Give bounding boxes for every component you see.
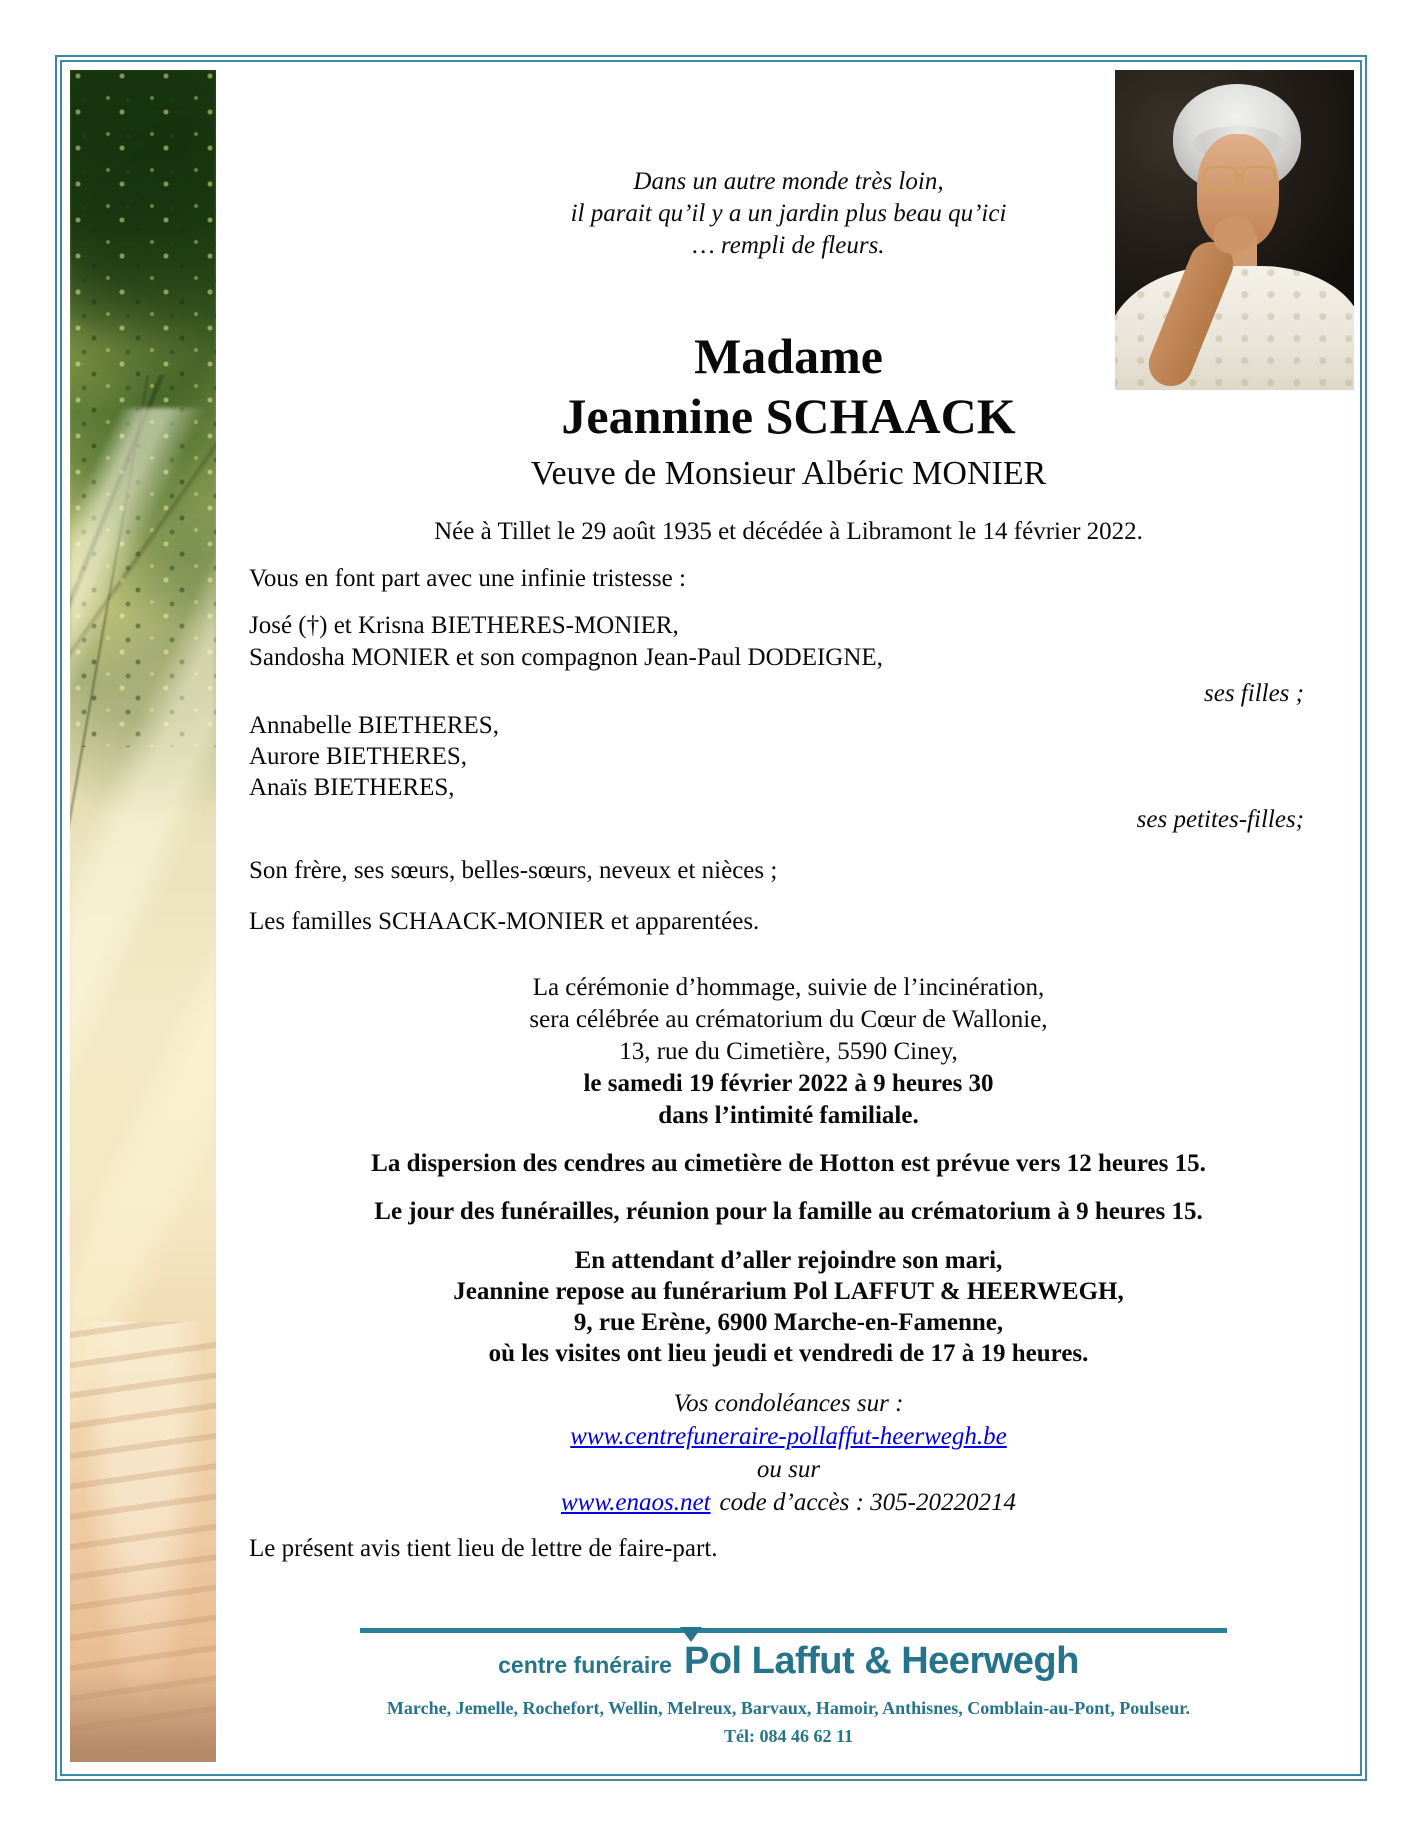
daughter-line: Sandosha MONIER et son compagnon Jean-Paul DODEIGNE, <box>249 644 883 671</box>
siblings-line: Son frère, ses sœurs, belles-sœurs, neveux et nièces ; <box>249 857 778 884</box>
widow-of-line: Veuve de Monsieur Albéric MONIER <box>530 455 1047 492</box>
quote-line: … rempli de fleurs. <box>692 232 885 259</box>
sandy-path <box>70 1322 216 1762</box>
granddaughter-line: Aurore BIETHERES, <box>249 743 468 770</box>
ceremony-date-line: le samedi 19 février 2022 à 9 heures 30 <box>583 1070 994 1097</box>
forest-path-photo <box>70 70 216 1762</box>
funerarium-line: où les visites ont lieu jeudi et vendredi de 17 à 19 heures. <box>488 1340 1089 1367</box>
condolences-link-1[interactable]: www.centrefuneraire-pollaffut-heerwegh.be <box>570 1423 1007 1450</box>
condolences-section <box>216 1387 1361 1519</box>
notice-line: Le présent avis tient lieu de lettre de faire-part. <box>249 1535 718 1562</box>
daughters-list <box>216 610 1361 674</box>
brand-locations: Marche, Jemelle, Rochefort, Wellin, Melreux, Barvaux, Hamoir, Anthisnes, Comblain-au-Pont, Poulseur. <box>386 1698 1191 1718</box>
brand-prefix: centre funéraire <box>498 1652 672 1678</box>
family-reunion-line: Le jour des funérailles, réunion pour la famille au crématorium à 9 heures 15. <box>374 1198 1203 1225</box>
funerarium-line: En attendant d’aller rejoindre son mari, <box>574 1247 1003 1274</box>
granddaughters-label: ses petites-filles; <box>1136 806 1304 833</box>
funeral-home-brand <box>216 1640 1361 1683</box>
funerarium-details <box>216 1245 1361 1369</box>
life-dates-line: Née à Tillet le 29 août 1935 et décédée à Libramont le 14 février 2022. <box>434 518 1143 545</box>
daughters-label: ses filles ; <box>1204 680 1304 707</box>
granddaughter-line: Anaïs BIETHERES, <box>249 774 455 801</box>
ceremony-line: sera célébrée au crématorium du Cœur de Wallonie, <box>529 1006 1048 1033</box>
daughter-line: José (†) et Krisna BIETHERES-MONIER, <box>249 612 679 639</box>
footer-divider <box>360 1628 1227 1633</box>
announcement-intro: Vous en font part avec une infinie tristesse : <box>249 565 686 592</box>
ceremony-line: La cérémonie d’hommage, suivie de l’incinération, <box>532 974 1045 1001</box>
brand-name: Pol Laffut & Heerwegh <box>683 1640 1079 1682</box>
quote-line: Dans un autre monde très loin, <box>633 168 944 195</box>
opening-quote <box>216 166 1361 262</box>
condolences-or: ou sur <box>756 1456 821 1483</box>
sun-rays <box>70 408 216 1423</box>
brand-triangle-icon <box>680 1627 702 1642</box>
funerarium-line: Jeannine repose au funérarium Pol LAFFUT & HEERWEGH, <box>453 1278 1124 1305</box>
quote-line: il parait qu’il y a un jardin plus beau qu’ici <box>570 200 1007 227</box>
deceased-title: Madame <box>694 328 883 384</box>
families-line: Les familles SCHAACK-MONIER et apparentées. <box>249 908 760 935</box>
deceased-name: Jeannine SCHAACK <box>561 388 1016 444</box>
funerarium-line: 9, rue Erène, 6900 Marche-en-Famenne, <box>573 1309 1004 1336</box>
ceremony-privacy-line: dans l’intimité familiale. <box>658 1102 919 1129</box>
granddaughters-list <box>216 710 1361 803</box>
brand-phone: Tél: 084 46 62 11 <box>724 1726 853 1746</box>
granddaughter-line: Annabelle BIETHERES, <box>249 712 499 739</box>
ashes-dispersion-line: La dispersion des cendres au cimetière de Hotton est prévue vers 12 heures 15. <box>371 1150 1206 1177</box>
access-code-text: code d’accès : 305-20220214 <box>719 1489 1016 1516</box>
ceremony-details <box>216 972 1361 1132</box>
content-column <box>216 0 1361 1833</box>
ceremony-line: 13, rue du Cimetière, 5590 Ciney, <box>619 1038 958 1065</box>
condolences-intro: Vos condoléances sur : <box>673 1390 904 1417</box>
condolences-link-2[interactable]: www.enaos.net <box>561 1489 711 1516</box>
